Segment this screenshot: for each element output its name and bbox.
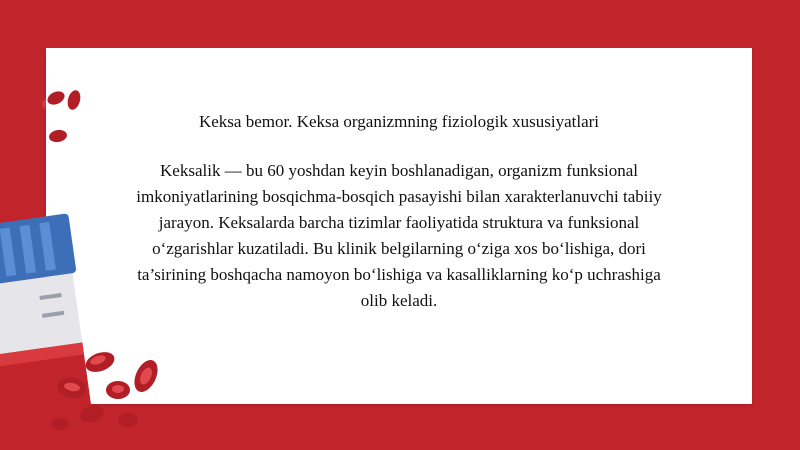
content-card bbox=[46, 48, 752, 404]
slide-body-text: Keksalik — bu 60 yoshdan keyin boshlanadigan, organizm funksional imkoniyatlarining bosqichma-bosqich pasayishi bilan xarakterlanuvchi tabiiy jarayon. Keksalarda barcha tizimlar faoliyatida struktura va funksional o‘zgarishlar kuzatiladi. Bu klinik belgilarning o‘ziga xos bo‘lishiga, dori ta’sirining boshqacha namoyon bo‘lishiga va kasalliklarning ko‘p uchrashiga olib keladi. bbox=[136, 161, 662, 310]
slide-title: Keksa bemor. Keksa organizmning fiziologik xususiyatlari bbox=[198, 112, 600, 131]
